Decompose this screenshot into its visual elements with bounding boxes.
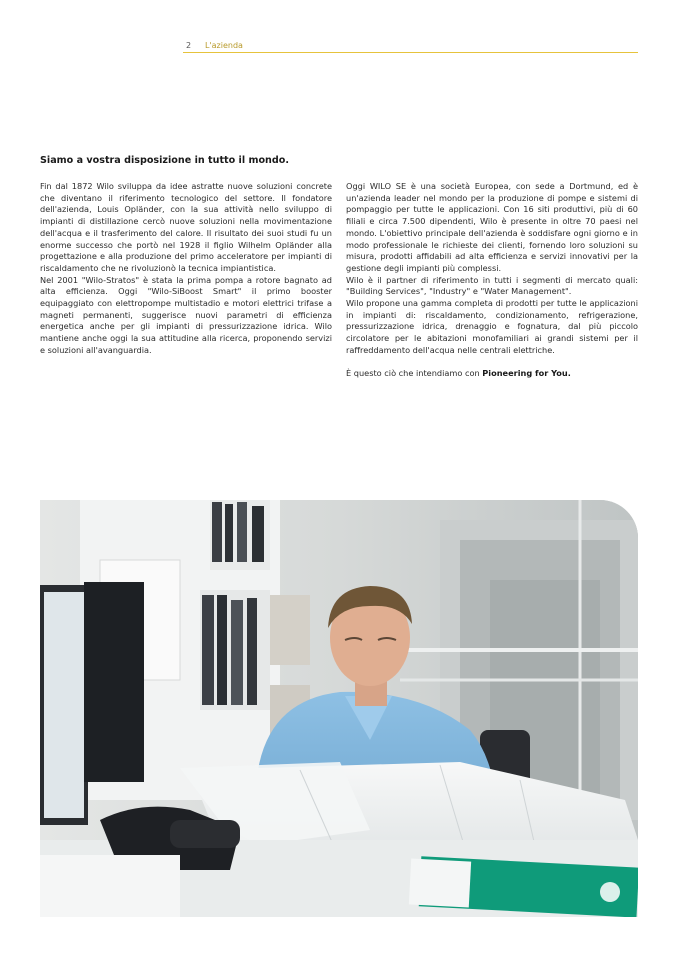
company-paragraph: Oggi WILO SE è una società Europea, con sede a Dortmund, ed è un'azienda leader nel mondo per la produzione di pompe e sistemi di pompaggio per tutte le applicazioni. Con 16 siti produttivi, più di 60 filiali e circa 7.500 dipendenti, Wilo è presente in oltre 70 paesi nel mondo. L'obiettivo principale dell'azienda è soddisfare ogni giorno e in modo professionale le richieste dei clienti, fornendo loro soluzioni su misura, prodotti affidabili ad alta efficienza e servizi innovativi per la gestione degli impianti più complessi. xyxy=(346,181,638,273)
binder xyxy=(225,504,233,562)
loose-papers xyxy=(40,855,180,917)
closing-prefix: È questo ciò che intendiamo con xyxy=(346,368,483,379)
history-paragraph: Fin dal 1872 Wilo sviluppa da idee astratte nuove soluzioni concrete che diventano il riferimento tecnologico del settore. Il fondatore dell'azienda, Louis Opländer, con la sua attività nello sviluppo di impianti di distillazione cercò nuove soluzioni nella movimentazione dell'acqua e il trasferimento del calore. Il risultato dei suoi studi fu un enorme successo che portò nel 1928 il figlio Wilhelm Opländer alla progettazione e alla produzione del primo acceleratore per impianti di riscaldamento che ne rivoluzionò la tecnica impiantistica. xyxy=(40,181,332,273)
closing-line xyxy=(346,368,638,380)
range-paragraph: Wilo propone una gamma completa di prodotti per tutte le applicazioni in impianti di: riscaldamento, condizionamento, refrigerazione, pressurizzazione idrica, drenaggio e fognatura, dal più piccolo circolatore per le abitazioni monofamiliari ai grandi sistemi per il raffreddamento dell'acqua nelle centrali elettriche. xyxy=(346,298,638,355)
section-title: L'azienda xyxy=(205,41,243,50)
picture-frame xyxy=(270,595,310,665)
markets-paragraph: Wilo è il partner di riferimento in tutti i segmenti di mercato quali: "Building Services", "Industry" e "Water Management". xyxy=(346,274,638,297)
right-column xyxy=(346,181,638,380)
binder xyxy=(237,502,247,562)
binder xyxy=(202,595,214,705)
binder xyxy=(212,502,222,562)
binder xyxy=(247,598,257,705)
page-number: 2 xyxy=(186,41,192,50)
wilo-logo-icon xyxy=(600,882,620,902)
monitor xyxy=(84,582,144,782)
left-column xyxy=(40,181,332,357)
products-paragraph: Nel 2001 "Wilo-Stratos" è stata la prima pompa a rotore bagnato ad alta efficienza. Oggi "Wilo-SiBoost Smart" il primo booster equipaggiato con elettropompe multistadio e motori elettrici trifase a magneti permanenti, suggerisce nuovi parametri di efficienza energetica anche per gli impianti di pressurizzazione idrica. Wilo mantiene anche oggi la sua attitudine alla ricerca, proponendo servizi e soluzioni all'avanguardia. xyxy=(40,274,332,355)
binder xyxy=(231,600,243,705)
office-photo xyxy=(40,500,638,917)
binder xyxy=(252,506,264,562)
office-photo-illustration xyxy=(40,500,638,917)
page-header xyxy=(183,41,638,53)
headline: Siamo a vostra disposizione in tutto il mondo. xyxy=(40,155,289,166)
pioneering-brand: Pioneering for You. xyxy=(482,368,571,379)
binder xyxy=(217,595,227,705)
